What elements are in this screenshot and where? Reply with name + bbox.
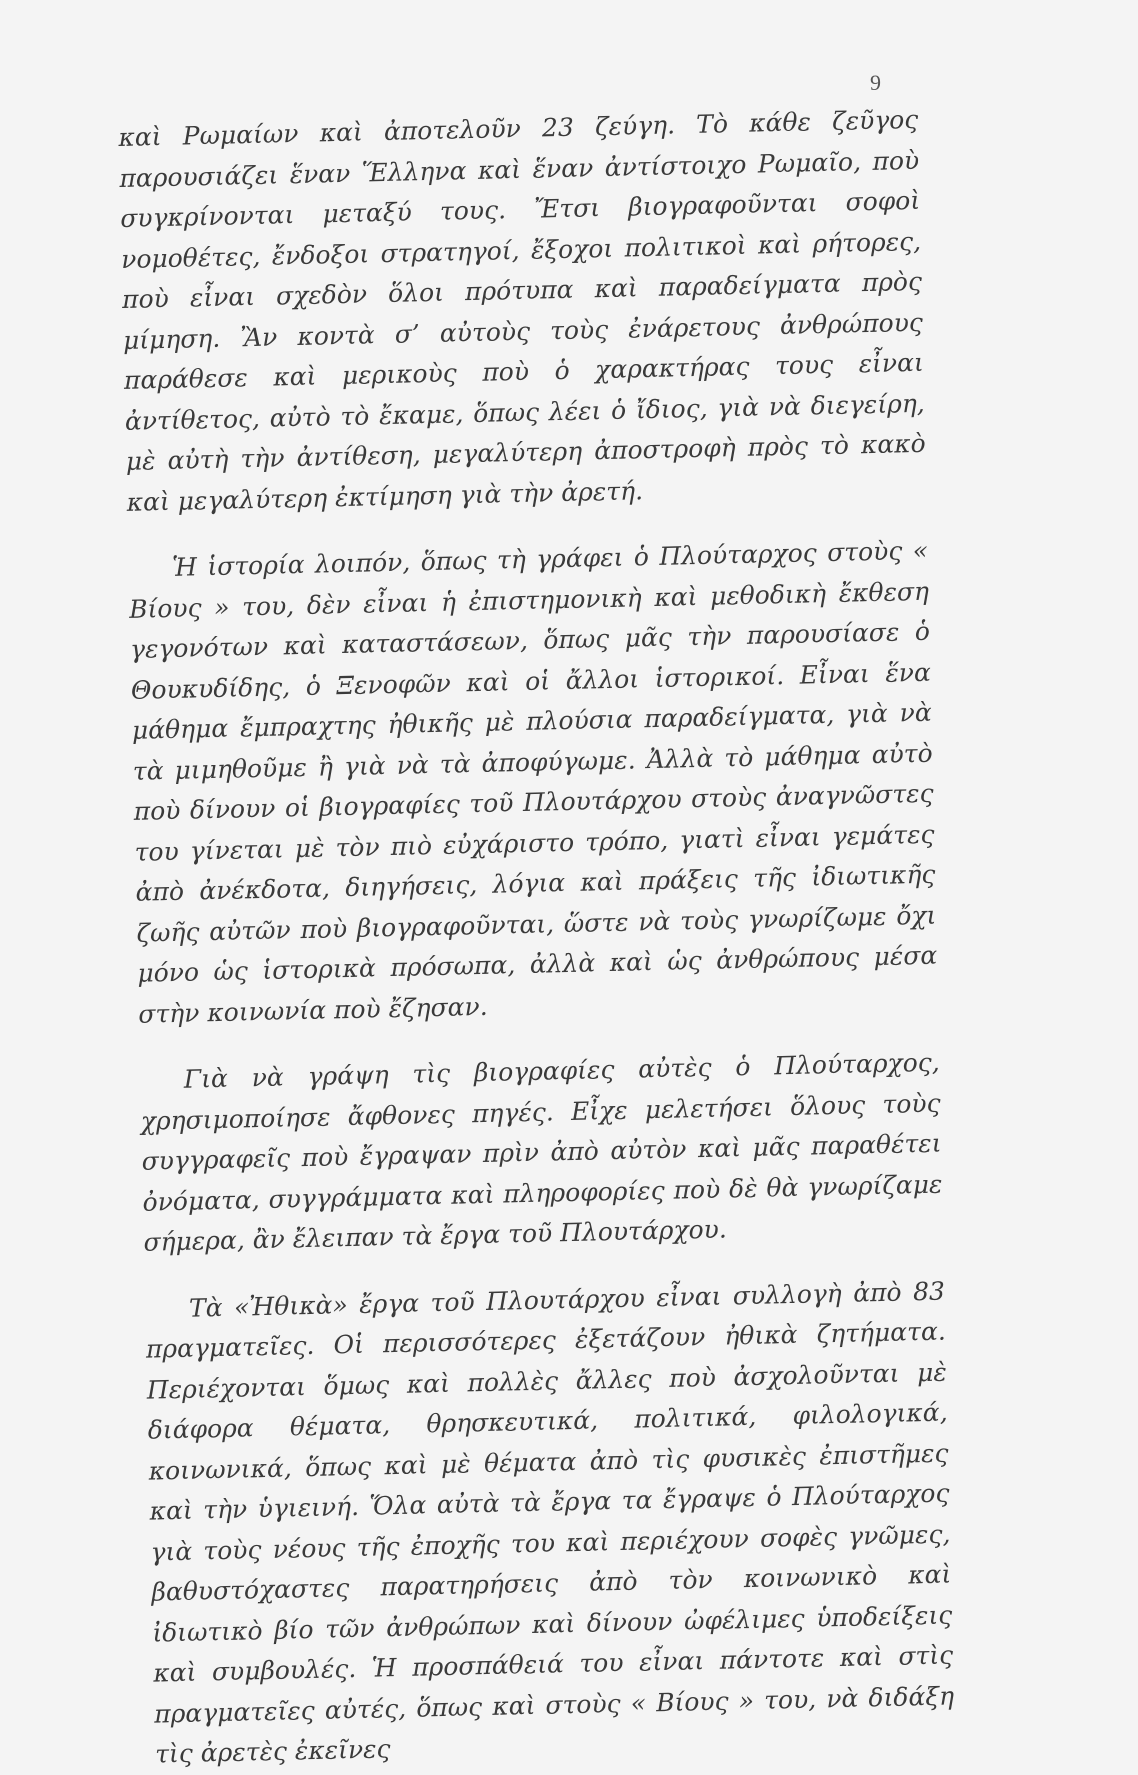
page-number: 9 <box>870 70 881 95</box>
paragraph-4: Τὰ «Ἠθικὰ» ἔργα τοῦ Πλουτάρχου εἶναι συλλογὴ ἀπὸ 83 πραγματεῖες. Οἱ περισσότερες ἐξετάζουν ἠθικὰ ζητήματα. Περιέχονται ὅμως καὶ πολλὲς ἄλλες ποὺ ἀσχολοῦνται μὲ διάφορα θέματα, θρησκευτικά, πολιτικά, φιλολογικά, κοινωνικά, ὅπως καὶ μὲ θέματα ἀπὸ τὶς φυσικὲς ἐπιστῆμες καὶ τὴν ὑγιεινή. Ὅλα αὐτὰ τὰ ἔργα τα ἔγραψε ὁ Πλούταρχος γιὰ τοὺς νέους τῆς ἐποχῆς του καὶ περιέχουν σοφὲς γνῶμες, βαθυστόχαστες παρατηρήσεις ἀπὸ τὸν κοινωνικὸ καὶ ἰδιωτικὸ βίο τῶν ἀνθρώπων καὶ δίνουν ὠφέλιμες ὑποδείξεις καὶ συμβουλές. Ἡ προσπάθειά του εἶναι πάντοτε καὶ στὶς πραγματεῖες αὐτές, ὅπως καὶ στοὺς « Βίους » του, νὰ διδάξη τὶς ἀρετὲς ἐκεῖνες <box>145 1276 955 1769</box>
paragraph-2: Ἡ ἱστορία λοιπόν, ὅπως τὴ γράφει ὁ Πλούταρχος στοὺς « Βίους » του, δὲν εἶναι ἡ ἐπιστημονικὴ καὶ μεθοδικὴ ἔκθεση γεγονότων καὶ καταστάσεων, ὅπως μᾶς τὴν παρουσίασε ὁ Θουκυδίδης, ὁ Ξενοφῶν καὶ οἱ ἄλλοι ἱστορικοί. Εἶναι ἕνα μάθημα ἔμπραχτης ἠθικῆς μὲ πλούσια παραδείγματα, γιὰ νὰ τὰ μιμηθοῦμε ἢ γιὰ νὰ τὰ ἀποφύγωμε. Ἀλλὰ τὸ μάθημα αὐτὸ ποὺ δίνουν οἱ βιογραφίες τοῦ Πλουτάρχου στοὺς ἀναγνῶστες του γίνεται μὲ τὸν πιὸ εὐχάριστο τρόπο, γιατὶ εἶναι γεμάτες ἀπὸ ἀνέκδοτα, διηγήσεις, λόγια καὶ πράξεις τῆς ἰδιωτικῆς ζωῆς αὐτῶν ποὺ βιογραφοῦνται, ὥστε νὰ τοὺς γνωρίζωμε ὄχι μόνο ὡς ἱστορικὰ πρόσωπα, ἀλλὰ καὶ ὡς ἀνθρώπους μέσα στὴν κοινωνία ποὺ ἔζησαν. <box>128 535 938 1029</box>
paragraph-3: Γιὰ νὰ γράψη τὶς βιογραφίες αὐτὲς ὁ Πλούταρχος, χρησιμοποίησε ἄφθονες πηγές. Εἶχε μελετήσει ὅλους τοὺς συγγραφεῖς ποὺ ἔγραψαν πρὶν ἀπὸ αὐτὸν καὶ μᾶς παραθέτει ὀνόματα, συγγράμματα καὶ πληροφορίες ποὺ δὲ θὰ γνωρίζαμε σήμερα, ἂν ἔλειπαν τὰ ἔργα τοῦ Πλουτάρχου. <box>140 1047 943 1257</box>
body-text <box>118 100 955 1775</box>
paragraph-1: καὶ Ρωμαίων καὶ ἀποτελοῦν 23 ζεύγη. Τὸ κάθε ζεῦγος παρουσιάζει ἕναν Ἕλληνα καὶ ἕναν ἀντίστοιχο Ρωμαῖο, ποὺ συγκρίνονται μεταξύ τους. Ἔτσι βιογραφοῦνται σοφοὶ νομοθέτες, ἔνδοξοι στρατηγοί, ἔξοχοι πολιτικοὶ καὶ ρήτορες, ποὺ εἶναι σχεδὸν ὅλοι πρότυπα καὶ παραδείγματα πρὸς μίμηση. Ἂν κοντὰ σ’ αὐτοὺς τοὺς ἐνάρετους ἀνθρώπους παράθεσε καὶ μερικοὺς ποὺ ὁ χαρακτήρας τους εἶναι ἀντίθετος, αὐτὸ τὸ ἔκαμε, ὅπως λέει ὁ ἴδιος, γιὰ νὰ διεγείρη, μὲ αὐτὴ τὴν ἀντίθεση, μεγαλύτερη ἀποστροφὴ πρὸς τὸ κακὸ καὶ μεγαλύτερη ἐκτίμηση γιὰ τὴν ἀρετή. <box>118 104 926 517</box>
